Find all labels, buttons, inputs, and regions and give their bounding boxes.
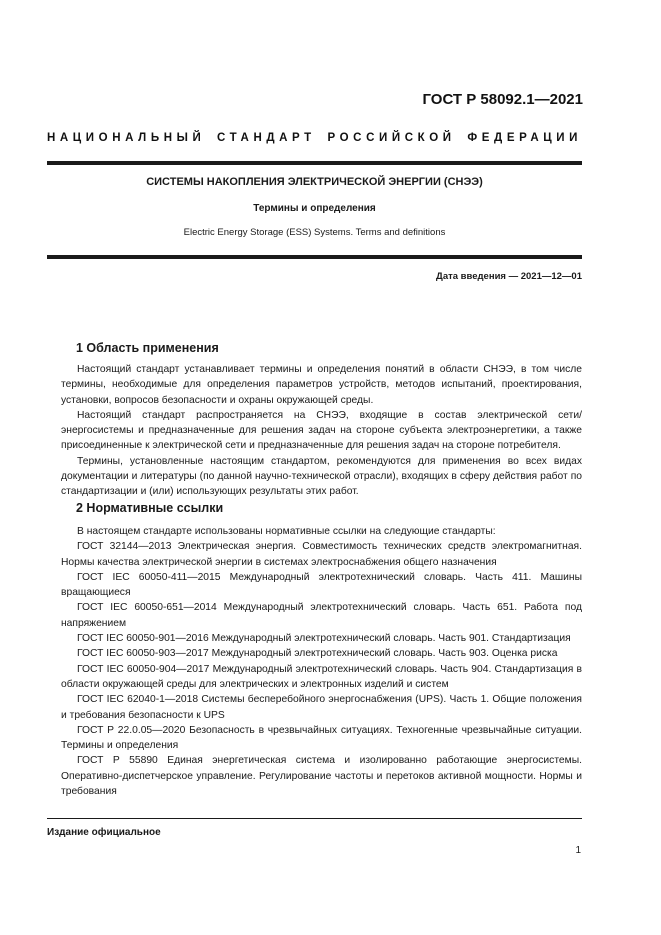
- reference-item: ГОСТ Р 22.0.05—2020 Безопасность в чрезвычайных ситуациях. Техногенные чрезвычайные ситуации. Термины и определения: [61, 724, 582, 752]
- paragraph: В настоящем стандарте использованы нормативные ссылки на следующие стандарты:: [77, 526, 496, 537]
- reference-item: ГОСТ IEC 60050-651—2014 Международный электротехнический словарь. Часть 651. Работа под напряжением: [61, 602, 582, 629]
- paragraph: Настоящий стандарт устанавливает термины и определения понятий в области СНЭЭ, в том числе термины, необходимые для определения параметров устройств, методов испытаний, проектирования, установки, вопросов безопасности и охраны окружающей среды.: [61, 364, 582, 406]
- national-standard-title: НАЦИОНАЛЬНЫЙ СТАНДАРТ РОССИЙСКОЙ ФЕДЕРАЦИИ: [47, 132, 582, 144]
- paragraph: Настоящий стандарт распространяется на СНЭЭ, входящие в состав электрической сети/энергосистемы и предназначенные для решения задач на стороне субъекта электроэнергетики, а также присоединенные к электрической сети и предназначенные для решения задач на стороне потребителя.: [61, 409, 582, 452]
- reference-item: ГОСТ 32144—2013 Электрическая энергия. Совместимость технических средств электромагнитная. Нормы качества электрической энергии в системах электроснабжения общего назначения: [61, 541, 582, 568]
- introduction-date: Дата введения — 2021—12—01: [436, 271, 582, 282]
- document-number: ГОСТ Р 58092.1—2021: [422, 91, 583, 108]
- reference-item: ГОСТ IEC 60050-901—2016 Международный электротехнический словарь. Часть 901. Стандартизация: [77, 633, 571, 645]
- header-rule: [47, 161, 582, 165]
- official-edition-label: Издание официальное: [47, 827, 161, 838]
- section-body: [61, 362, 582, 500]
- reference-item: ГОСТ IEC 60050-903—2017 Международный электротехнический словарь. Часть 903. Оценка риска: [77, 648, 558, 660]
- english-title: Electric Energy Storage (ESS) Systems. Terms and definitions: [183, 227, 446, 238]
- footer-rule: [47, 818, 582, 819]
- document-title: СИСТЕМЫ НАКОПЛЕНИЯ ЭЛЕКТРИЧЕСКОЙ ЭНЕРГИИ (СНЭЭ): [146, 176, 483, 188]
- section-heading: 2 Нормативные ссылки: [76, 501, 224, 515]
- section-heading: 1 Область применения: [76, 341, 219, 355]
- reference-item: ГОСТ IEC 60050-411—2015 Международный электротехнический словарь. Часть 411. Машины вращающиеся: [61, 571, 582, 599]
- document-subtitle: Термины и определения: [253, 203, 376, 214]
- reference-item: ГОСТ IEC 60050-904—2017 Международный электротехнический словарь. Часть 904. Стандартизация в области окружающей среды для электрических и электронных изделий и систем: [61, 663, 582, 690]
- reference-item: ГОСТ IEC 62040-1—2018 Системы бесперебойного энергоснабжения (UPS). Часть 1. Общие положения и требования безопасности к UPS: [61, 694, 582, 721]
- page-number: 1: [575, 845, 581, 856]
- reference-item: ГОСТ Р 55890 Единая энергетическая система и изолированно работающие энергосистемы. Оперативно-диспетчерское управление. Регулирование частоты и перетоков активной мощности. Нормы и требования: [61, 755, 582, 798]
- section-body: [61, 524, 582, 799]
- title-rule: [47, 255, 582, 259]
- paragraph: Термины, установленные настоящим стандартом, рекомендуются для применения во всех видах документации и литературы (по данной научно-технической отрасли), входящих в сферу действия работ по стандартизации и (или) использующих результаты этих работ.: [61, 455, 582, 498]
